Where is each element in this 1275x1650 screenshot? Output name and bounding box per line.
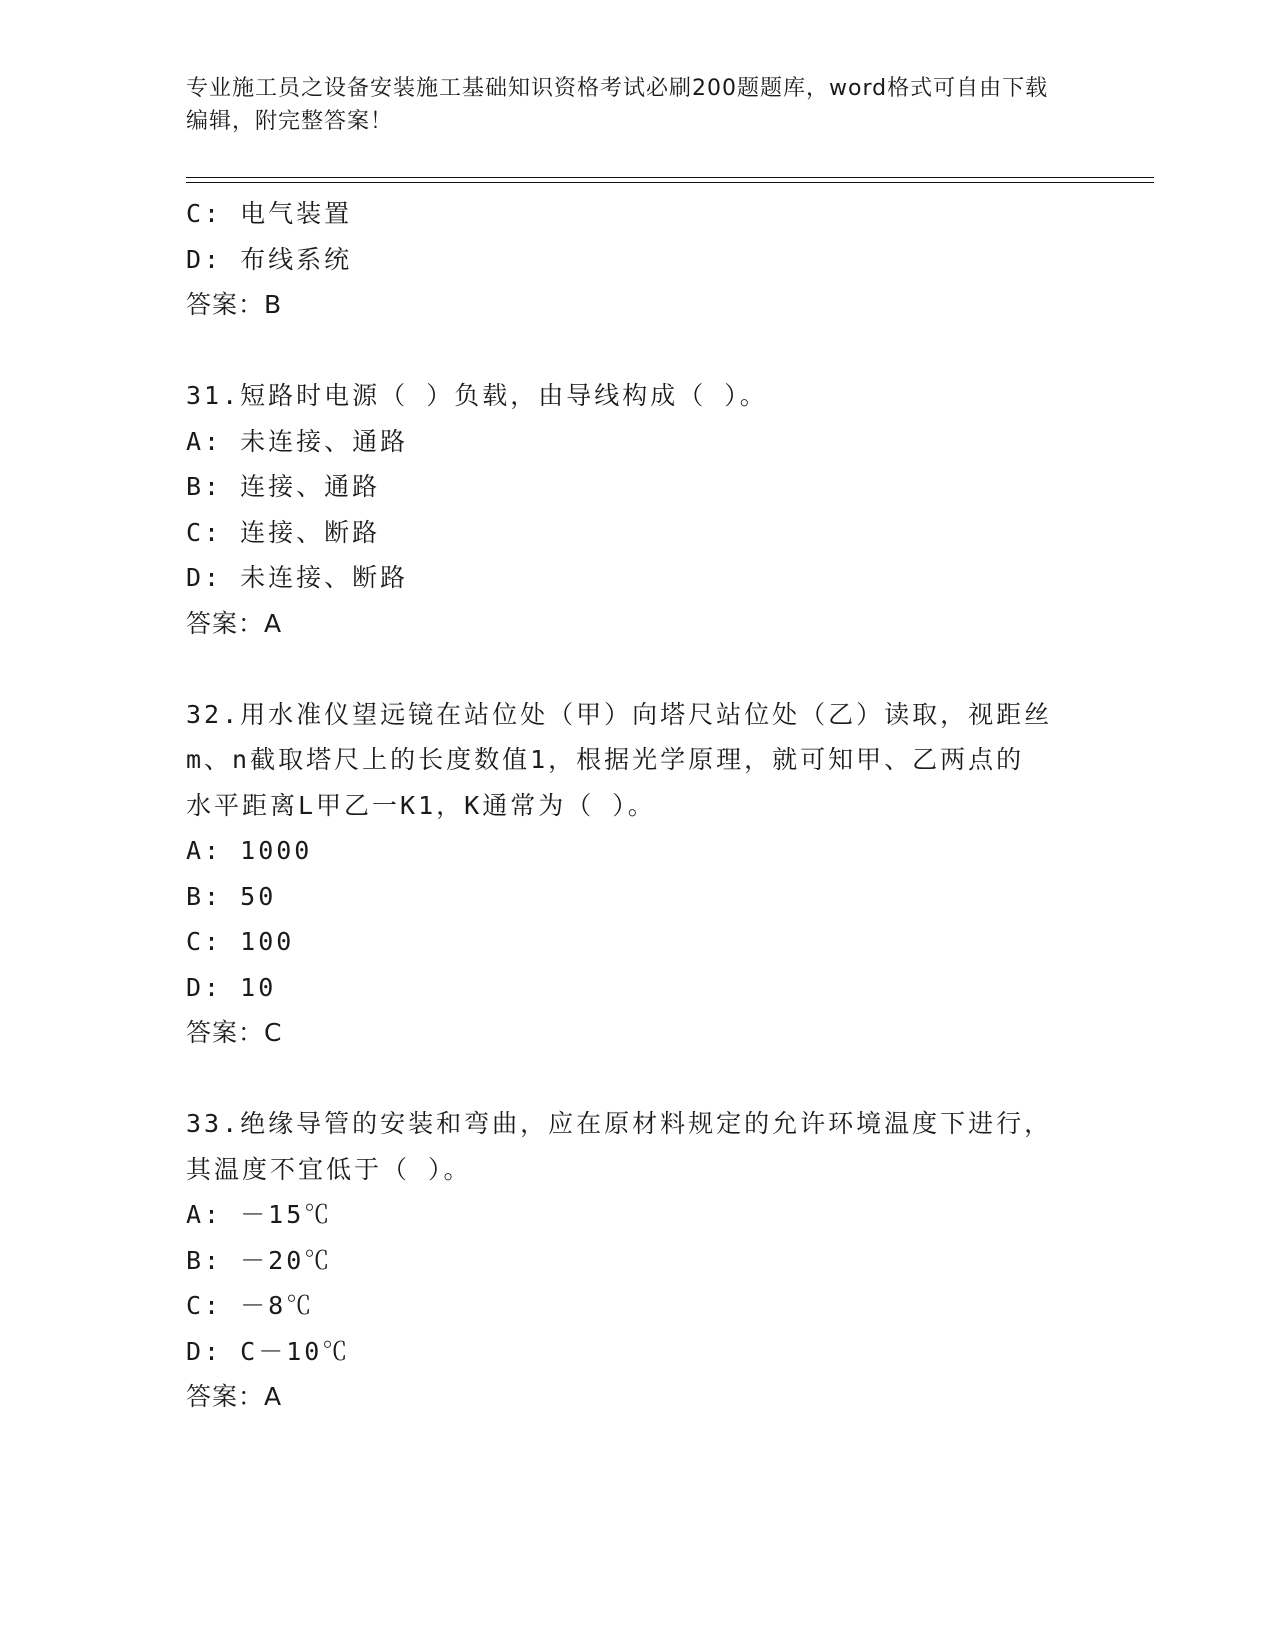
question-stem-line-1: 32.用水准仪望远镜在站位处（甲）向塔尺站位处（乙）读取，视距丝 <box>186 699 1053 729</box>
spacer <box>186 646 1086 692</box>
option-a: A: 1000 <box>186 836 313 865</box>
answer-line: 答案：A <box>186 608 283 638</box>
option-c: C: －8℃ <box>186 1291 315 1320</box>
spacer <box>186 328 1086 374</box>
question-stem-line-2: 其温度不宜低于（ ）。 <box>186 1154 472 1184</box>
spacer <box>186 1056 1086 1102</box>
question-32 <box>186 692 1086 1056</box>
question-33 <box>186 1101 1086 1420</box>
option-c: C: 电气装置 <box>186 199 353 228</box>
answer-line: 答案：B <box>186 290 283 319</box>
question-stem-line-2: m、n截取塔尺上的长度数值1，根据光学原理，就可知甲、乙两点的 <box>186 745 1025 774</box>
previous-question <box>186 191 1086 328</box>
option-d: D: 未连接、断路 <box>186 563 409 592</box>
question-list <box>186 191 1086 1420</box>
answer-line: 答案：C <box>186 1018 283 1047</box>
option-b: B: －20℃ <box>186 1245 333 1275</box>
header-rule-top <box>186 177 1154 178</box>
option-b: B: 50 <box>186 881 277 911</box>
option-c: C: 连接、断路 <box>186 517 381 547</box>
option-a: A: －15℃ <box>186 1200 333 1229</box>
question-stem-line-1: 33.绝缘导管的安装和弯曲，应在原材料规定的允许环境温度下进行， <box>186 1109 1053 1138</box>
document-header: 专业施工员之设备安装施工基础知识资格考试必刷200题题库，word格式可自由下载编辑，附完整答案！ <box>186 76 1049 134</box>
question-stem-line-3: 水平距离L甲乙一K1，K通常为（ ）。 <box>186 790 656 820</box>
option-d: D: 布线系统 <box>186 244 353 274</box>
question-31 <box>186 373 1086 646</box>
option-b: B: 连接、通路 <box>186 472 381 501</box>
option-d: D: 10 <box>186 972 277 1002</box>
option-a: A: 未连接、通路 <box>186 426 409 456</box>
answer-line: 答案：A <box>186 1382 283 1411</box>
option-d: D: C－10℃ <box>186 1336 351 1366</box>
question-stem: 31.短路时电源（ ）负载，由导线构成（ ）。 <box>186 381 768 410</box>
option-c: C: 100 <box>186 927 295 956</box>
header-rule-bottom <box>186 182 1154 183</box>
